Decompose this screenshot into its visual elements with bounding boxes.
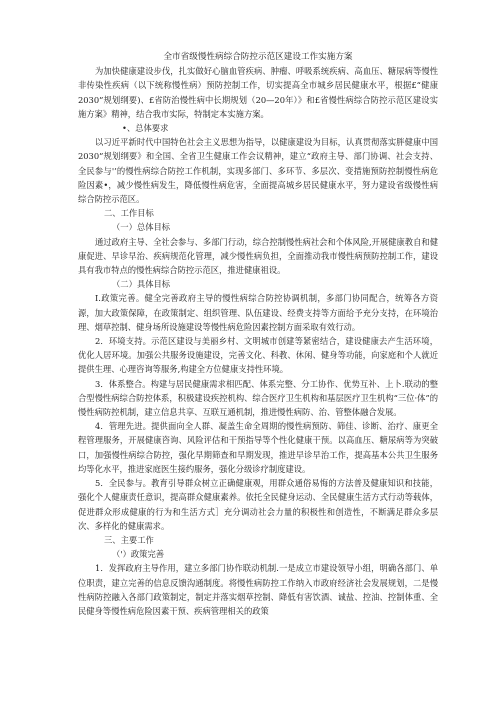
target-item-system: 3．体系整合。构建与居民健康需求相匹配、体系完整、分工协作、优势互补、上卜.联动的整合型慢性病综合防控体系，积极建设疾控机构、综合医疗卫生机构和基层医疗卫生机构“三位·体”的慢性病防控机制，建立信息共享、互联互通机制，推进慢性病防、治、管整体融合发展。 <box>78 378 438 418</box>
section-1-heading: •、总体要求 <box>122 123 169 134</box>
target-item-management: 4．管理先进。提供面向全人群、凝盖生命全周期的慢性病预防、筛佳、诊断、治疗、康更全程管理服务，开展健康咨询、风险评估和干预指导等个性化健康干预。以高血压、糖尿病等为突破口，加强慢性病综合防控，强化早期筛查和早期发现，推进早诊早治工作，提高基本公共卫生服务均等化水平，推进家庭医生接约服务，强化分级诊疗制度建设。 <box>78 421 438 474</box>
section-3-sub-1-paragraph: 1．发挥政府主导作用，建立多部门协作联动机制.一是成立市建设领导小组，明确各部门、单位职责，建立完善的信息反馈沟通制度。将慢性病防控工作纳入市政府经济社会发展规划，二是慢性病防控融入各部门政策制定，制定并落实烟草控制、降低有害饮酒、诚盐、控油、控制体重、全民健身等慢性病危险因素干预、疾病管理相关的政策 <box>78 563 438 616</box>
section-2-heading: 二、工作目标 <box>104 208 154 219</box>
intro-paragraph: 为加快健康建设步伐，扎实做好心脑血管疾病、肿瘤、呼吸系统疾病、高血压、糖尿病等慢性非传染性疾病（以下统称慢性病）预防控制工作，切实提高全市城乡居民健康水平，根据£“健康2030”规划纲要)、£省防治慢性病中长期规划（20—20年）》和£省慢性病综合防控示范区建设实施方案》精神，结合我市实际，特制定本实施方案。 <box>78 66 438 119</box>
target-item-policy: I.政策完善。健全完善政府主导的慢性病综合防控协调机制，多部门协同配合，统筹各方资源，加大政策保障，在政策制定、组织管理、队伍建设、经费支持等方面给予充分支持，在环境治理、烟草控制、健身场所设施建设等慢性病危险因素控制方面采取有效行动。 <box>78 293 438 332</box>
section-2-sub-1-heading: （一）总体目标 <box>112 222 171 233</box>
section-2-sub-2-heading: （二）具体目标 <box>112 279 171 290</box>
target-item-environment: 2．环境支持。示范区建设与美丽乡村、文明城市创建等紧密结合，建设健康去产生活环境，优化人居环境。加强公共服务设施建设，完善文化、科教、休闲、健身等功能，向家庭和个人就近提供生理、心理咨询等服务,构建全方位健康支持性环境。 <box>78 336 438 375</box>
document-title: 全市省级慢性病综合防控示范区建设工作实施方案 <box>163 52 353 62</box>
section-3-heading: 三、主要工作 <box>104 534 154 545</box>
section-2-sub-1-paragraph: 通过政府主导、全社会参与、多部门行动，综合控制慢性病社会和个体风险,开展健康教自和健康促进、早诊早治、疾病规范化管理，减少慢性病负担，全面推动我市慢性病预防控制工作，建设具有我市特点的慢性病综合防控示范区，推进健康祖设。 <box>78 236 438 276</box>
section-3-sub-1-heading: （'）政策完善 <box>112 549 165 560</box>
section-1-paragraph: 以习近平新时代中国特色社会主义思想为指导，以健康建设为目标，认真贯彻落实胖健康中国2030”规划纲要》和全国、全省卫生健康工作会议精神，建立“政府主导、部门协调、社会支持、全民参与'’的慢性病综合防控工作机制，实现多部门、多环节、多层次、变措施预防控制慢性病危险因素•，减少慢性病发生，降低慢性病危害，全面提高城乡居民健康水平，努力建设省级慢性病综合防控示范区。 <box>78 137 438 205</box>
target-item-participation: 5．全民参与。教育引导群众树立正确健康观，用群众通俗易悔的方法普及健康知识和技能，强化个人健康责任意识，提高群众健康素养。依托全民健身运动、全民健康生活方式行动等载体，促进群众形成健康的行为和生活方式］充分调动社会力量的积极性和创造性，不断满足群众多层次、多样化的健康需求。 <box>78 478 438 531</box>
